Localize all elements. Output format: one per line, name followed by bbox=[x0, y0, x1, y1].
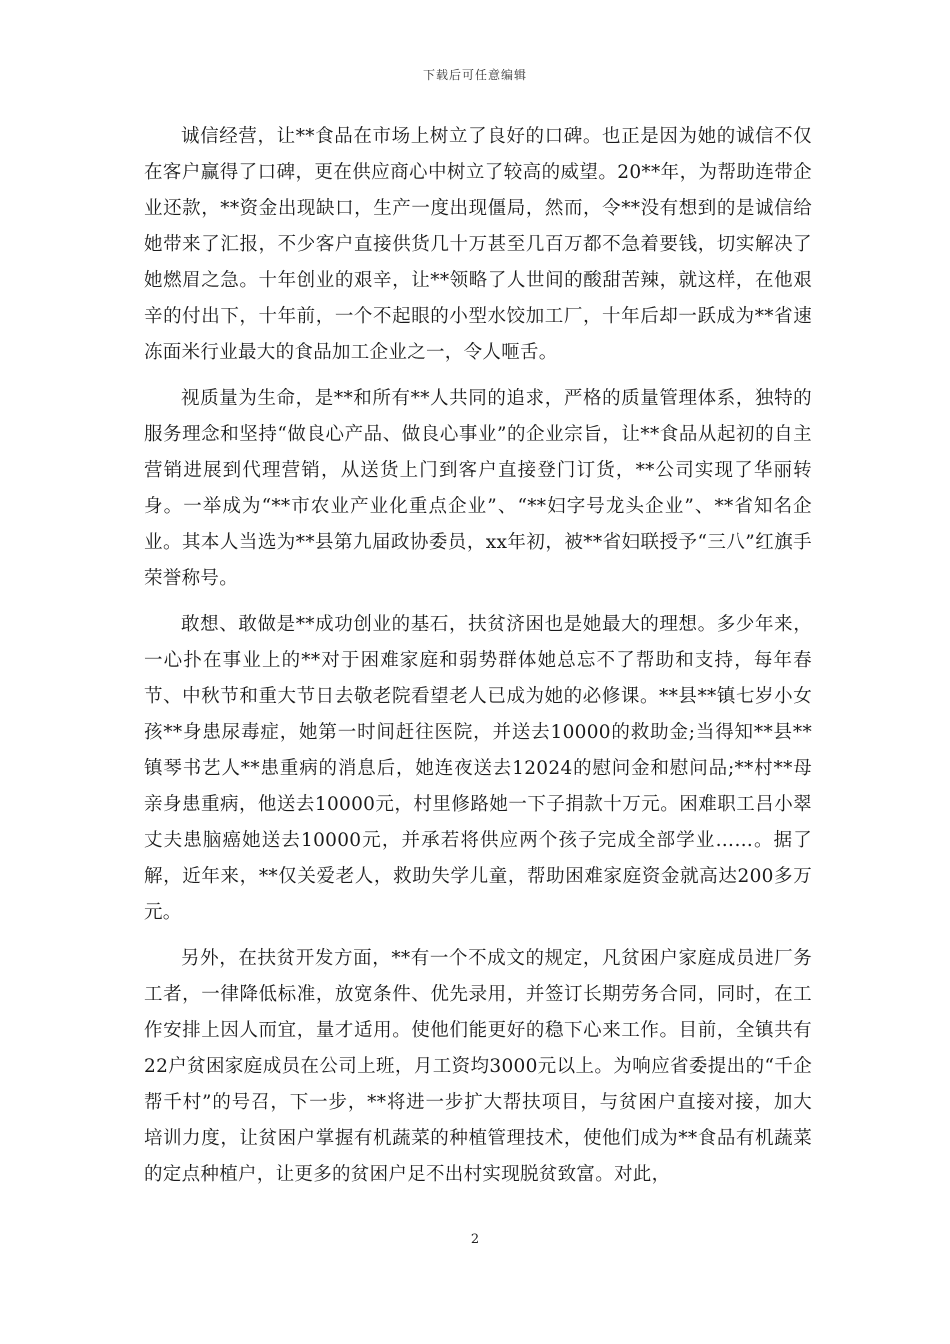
paragraph-poverty-alleviation: 另外，在扶贫开发方面，**有一个不成文的规定，凡贫困户家庭成员进厂务工者，一律降低标准，放宽条件、优先录用，并签订长期劳务合同，同时，在工作安排上因人而宜，量才适用。使他们能更好的稳下心来工作。目前，全镇共有22户贫困家庭成员在公司上班，月工资均3000元以上。为响应省委提出的“千企帮千村”的号召，下一步，**将进一步扩大帮扶项目，与贫困户直接对接，加大培训力度，让贫困户掌握有机蔬菜的种植管理技术，使他们成为**食品有机蔬菜的定点种植户，让更多的贫困户足不出村实现脱贫致富。对此， bbox=[144, 948, 812, 1185]
document-body bbox=[144, 119, 812, 1203]
paragraph-charity: 敢想、敢做是**成功创业的基石，扶贫济困也是她最大的理想。多少年来，一心扑在事业上的**对于困难家庭和弱势群体她总忘不了帮助和支持，每年春节、中秋节和重大节日去敬老院看望老人已成为她的必修课。**县**镇七岁小女孩**身患尿毒症，她第一时间赶往医院，并送去10000的救助金;当得知**县**镇琴书艺人**患重病的消息后，她连夜送去12024的慰问金和慰问品;**村**母亲身患重病，他送去10000元，村里修路她一下子捐款十万元。困难职工吕小翠丈夫患脑癌她送去10000元，并承若将供应两个孩子完成全部学业……。据了解，近年来，**仅关爱老人，救助失学儿童，帮助困难家庭资金就高达200多万元。 bbox=[144, 614, 812, 923]
paragraph-integrity: 诚信经营，让**食品在市场上树立了良好的口碑。也正是因为她的诚信不仅在客户赢得了口碑，更在供应商心中树立了较高的威望。20**年，为帮助连带企业还款，**资金出现缺口，生产一度出现僵局，然而，令**没有想到的是诚信给她带来了汇报，不少客户直接供货几十万甚至几百万都不急着要钱，切实解决了她燃眉之急。十年创业的艰辛，让**领略了人世间的酸甜苦辣，就这样，在他艰辛的付出下，十年前，一个不起眼的小型水饺加工厂，十年后却一跃成为**省速冻面米行业最大的食品加工企业之一，令人咂舌。 bbox=[144, 126, 812, 363]
paragraph-quality: 视质量为生命，是**和所有**人共同的追求，严格的质量管理体系，独特的服务理念和坚持“做良心产品、做良心事业”的企业宗旨，让**食品从起初的自主营销进展到代理营销，从送货上门到客户直接登门订货，**公司实现了华丽转身。一举成为“**市农业产业化重点企业”、“**妇字号龙头企业”、**省知名企业。其本人当选为**县第九届政协委员，xx年初，被**省妇联授予“三八”红旗手荣誉称号。 bbox=[144, 388, 812, 589]
page-number: 2 bbox=[470, 1232, 480, 1247]
page-header: 下载后可任意编辑 bbox=[422, 68, 527, 82]
